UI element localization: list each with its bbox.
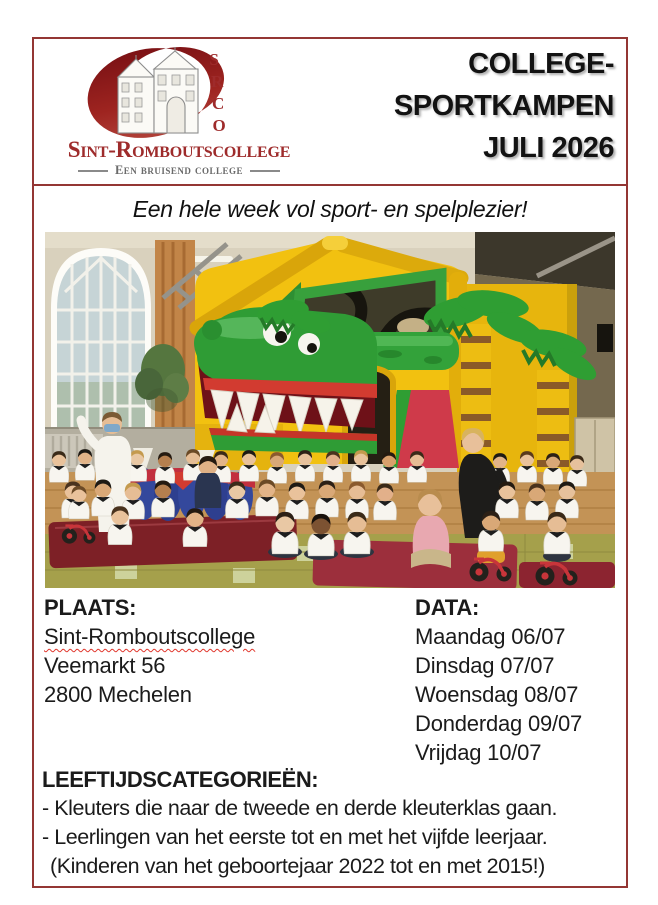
plaats-label: PLAATS: [44, 595, 137, 620]
data-day: Maandag 06/07 [415, 624, 566, 649]
svg-text:C: C [211, 94, 225, 113]
curtain [155, 240, 195, 448]
leeftijd-line: - Leerlingen van het eerste tot en met het vijfde leerjaar. [42, 825, 548, 849]
poster-title-line-3: JULI 2026 [483, 132, 614, 164]
leeftijd-line: - Kleuters die naar de tweede en derde kleuterklas gaan. [42, 796, 558, 820]
data-day: Woensdag 08/07 [415, 682, 579, 707]
school-motto-text: Een bruisend college [114, 163, 244, 177]
poster-border-frame [32, 37, 628, 888]
data-section [415, 593, 582, 767]
poster-title-line-2: SPORTKAMPEN [393, 90, 614, 122]
school-logo-crest-icon [54, 43, 304, 139]
school-name: Sint-Romboutscollege [67, 137, 291, 162]
poster-title-line-1: COLLEGE- [468, 48, 614, 80]
data-day: Vrijdag 10/07 [415, 740, 542, 765]
plaats-section [44, 593, 255, 709]
arched-window-icon [51, 248, 151, 440]
poster-title [394, 43, 614, 169]
svg-text:R: R [210, 72, 224, 91]
gym-bouncy-castle-photo [45, 232, 615, 588]
leeftijd-section [42, 765, 557, 881]
plaats-school-name: Sint-Romboutscollege [44, 624, 256, 649]
leeftijd-line: (Kinderen van het geboortejaar 2022 tot en met 2015!) [50, 854, 545, 878]
motto-rule-right [250, 170, 280, 172]
plaats-city: 2800 Mechelen [44, 682, 192, 707]
header-row [34, 39, 626, 186]
data-label: DATA: [415, 595, 480, 620]
tagline: Een hele week vol sport- en spelplezier! [132, 196, 528, 222]
leeftijd-label: LEEFTIJDSCATEGORIEËN: [42, 767, 319, 792]
data-day: Dinsdag 07/07 [415, 653, 555, 678]
svg-text:O: O [212, 116, 226, 135]
school-logo [48, 43, 310, 185]
motto-rule-left [78, 170, 108, 172]
plaats-street: Veemarkt 56 [44, 653, 166, 678]
svg-text:S: S [209, 50, 219, 69]
school-motto [48, 163, 310, 178]
data-day: Donderdag 09/07 [415, 711, 583, 736]
